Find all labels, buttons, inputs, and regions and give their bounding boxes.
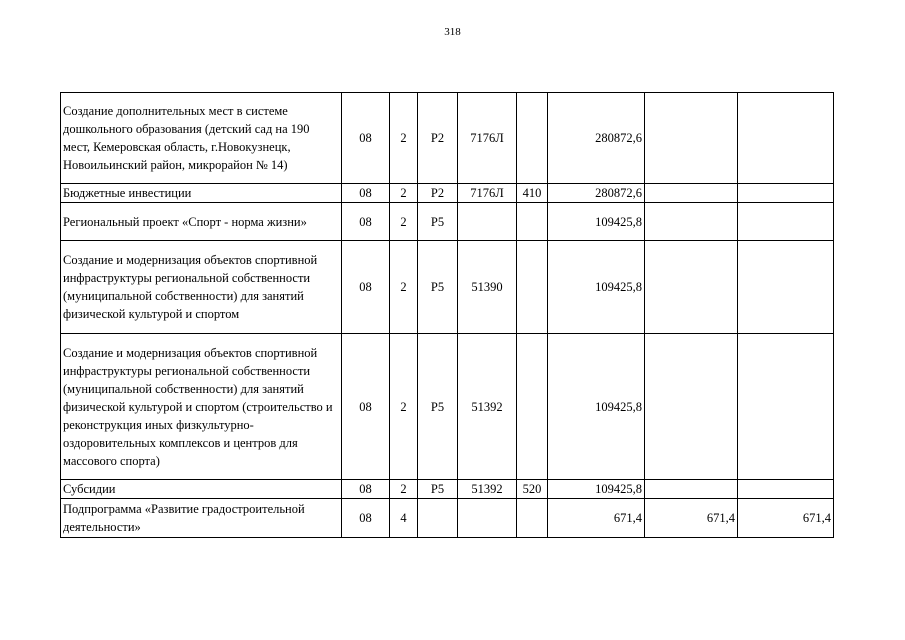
subsection-code: 4 xyxy=(390,499,418,538)
amount-1: 109425,8 xyxy=(548,241,645,334)
row-name: Подпрограмма «Развитие градостроительной деятельности» xyxy=(61,499,342,538)
item-code: 7176Л xyxy=(458,93,517,184)
expense-type-code xyxy=(517,241,548,334)
table-row xyxy=(61,203,834,241)
amount-2 xyxy=(645,334,738,480)
row-name: Создание дополнительных мест в системе дошкольного образования (детский сад на 190 мест, Кемеровская область, г.Новокузнецк, Новоильинский район, микрорайон № 14) xyxy=(61,93,342,184)
section-code: 08 xyxy=(342,334,390,480)
amount-1: 280872,6 xyxy=(548,93,645,184)
subsection-code: 2 xyxy=(390,241,418,334)
amount-3 xyxy=(738,480,834,499)
amount-3 xyxy=(738,334,834,480)
expense-type-code xyxy=(517,203,548,241)
amount-2: 671,4 xyxy=(645,499,738,538)
item-code: 51390 xyxy=(458,241,517,334)
item-code xyxy=(458,499,517,538)
table-row xyxy=(61,93,834,184)
table-row xyxy=(61,499,834,538)
section-code: 08 xyxy=(342,93,390,184)
section-code: 08 xyxy=(342,203,390,241)
amount-2 xyxy=(645,203,738,241)
amount-3 xyxy=(738,184,834,203)
expense-type-code: 410 xyxy=(517,184,548,203)
program-code: Р5 xyxy=(418,203,458,241)
budget-table xyxy=(60,92,834,538)
subsection-code: 2 xyxy=(390,184,418,203)
amount-3 xyxy=(738,93,834,184)
section-code: 08 xyxy=(342,480,390,499)
amount-1: 109425,8 xyxy=(548,203,645,241)
program-code: Р5 xyxy=(418,480,458,499)
program-code xyxy=(418,499,458,538)
table-row xyxy=(61,480,834,499)
amount-1: 109425,8 xyxy=(548,480,645,499)
expense-type-code xyxy=(517,499,548,538)
row-name: Создание и модернизация объектов спортивной инфраструктуры региональной собственности (муниципальной собственности) для занятий физической культурой и спортом xyxy=(61,241,342,334)
amount-2 xyxy=(645,184,738,203)
subsection-code: 2 xyxy=(390,93,418,184)
page-number: 318 xyxy=(444,26,461,38)
amount-2 xyxy=(645,480,738,499)
program-code: Р2 xyxy=(418,93,458,184)
item-code: 51392 xyxy=(458,334,517,480)
table-row xyxy=(61,241,834,334)
program-code: Р5 xyxy=(418,241,458,334)
section-code: 08 xyxy=(342,499,390,538)
amount-2 xyxy=(645,93,738,184)
expense-type-code xyxy=(517,93,548,184)
row-name: Региональный проект «Спорт - норма жизни» xyxy=(61,203,342,241)
subsection-code: 2 xyxy=(390,480,418,499)
amount-1: 280872,6 xyxy=(548,184,645,203)
table-row xyxy=(61,184,834,203)
amount-1: 109425,8 xyxy=(548,334,645,480)
amount-2 xyxy=(645,241,738,334)
amount-3: 671,4 xyxy=(738,499,834,538)
amount-3 xyxy=(738,241,834,334)
item-code: 7176Л xyxy=(458,184,517,203)
subsection-code: 2 xyxy=(390,203,418,241)
program-code: Р5 xyxy=(418,334,458,480)
table-row xyxy=(61,334,834,480)
expense-type-code: 520 xyxy=(517,480,548,499)
subsection-code: 2 xyxy=(390,334,418,480)
row-name: Бюджетные инвестиции xyxy=(61,184,342,203)
amount-3 xyxy=(738,203,834,241)
item-code xyxy=(458,203,517,241)
item-code: 51392 xyxy=(458,480,517,499)
program-code: Р2 xyxy=(418,184,458,203)
row-name: Создание и модернизация объектов спортивной инфраструктуры региональной собственности (муниципальной собственности) для занятий физической культурой и спортом (строительство и реконструкция иных физкультурно-оздоровительных комплексов и центров для массового спорта) xyxy=(61,334,342,480)
row-name: Субсидии xyxy=(61,480,342,499)
amount-1: 671,4 xyxy=(548,499,645,538)
section-code: 08 xyxy=(342,241,390,334)
expense-type-code xyxy=(517,334,548,480)
section-code: 08 xyxy=(342,184,390,203)
